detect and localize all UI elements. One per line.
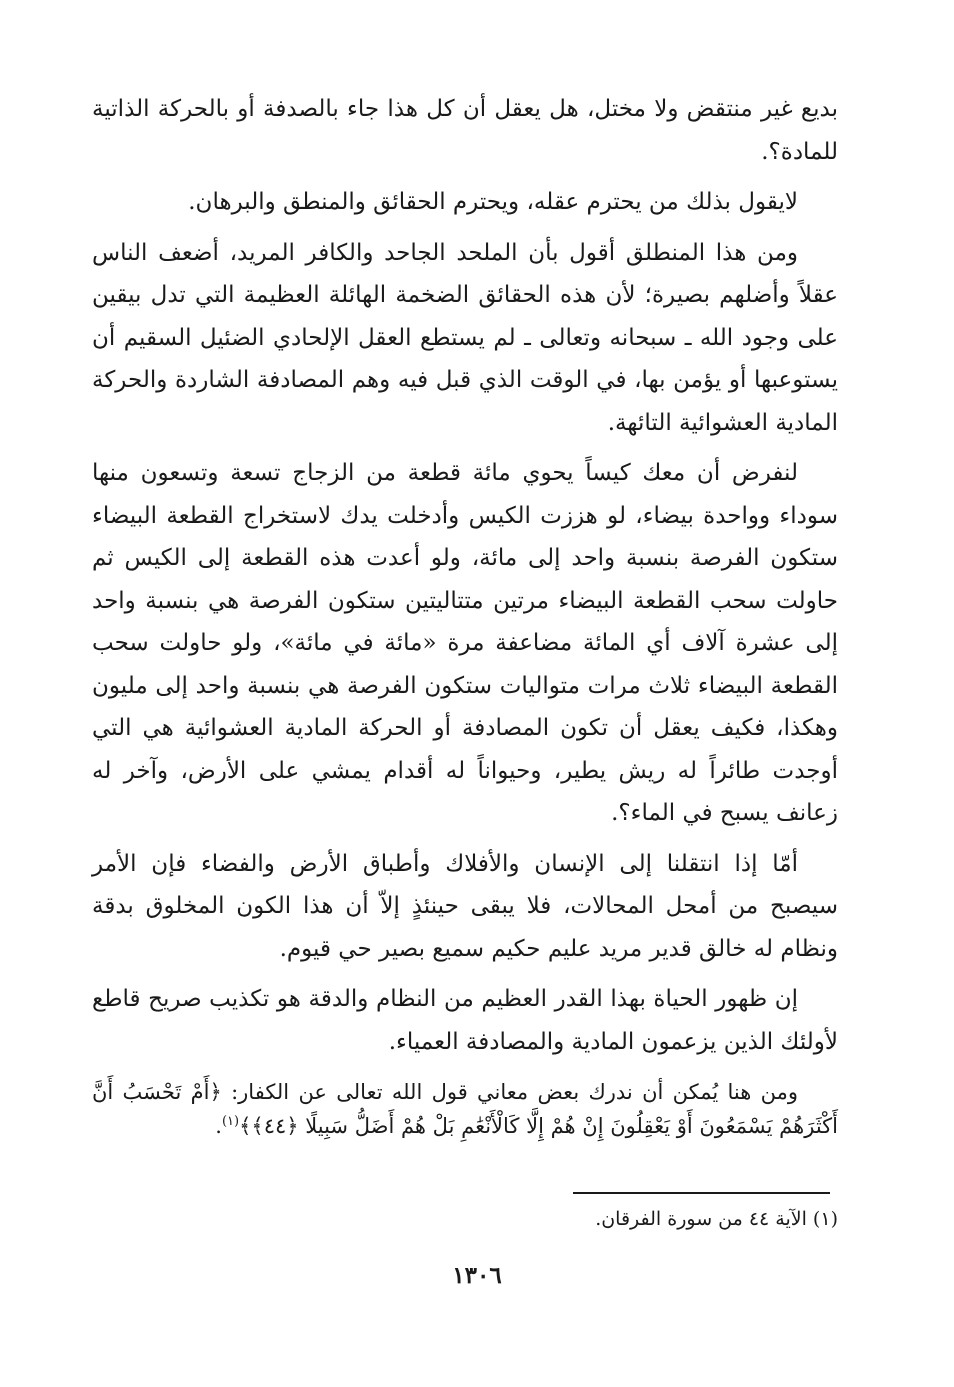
paragraph-2: لايقول بذلك من يحترم عقله، ويحترم الحقائق والمنطق والبرهان. (188, 189, 798, 215)
quran-paragraph: ومن هنا يُمكن أن ندرك بعض معاني قول الله تعالى عن الكفار: ﴿أَمْ تَحْسَبُ أَنَّ أَكْثَرَهُمْ يَسْمَعُونَ أَوْ يَعْقِلُونَ إِنْ هُمْ إِلَّا كَالْأَنْعَٰمِ بَلْ هُمْ أَضَلُّ سَبِيلًا ﴿٤٤﴾﴾$^{(١)}$. (92, 1080, 838, 1138)
quran-intro: ومن هنا يُمكن أن ندرك بعض معاني قول الله تعالى عن الكفار: (231, 1080, 798, 1104)
quran-verse: ﴿أَمْ تَحْسَبُ أَنَّ أَكْثَرَهُمْ يَسْمَعُونَ أَوْ يَعْقِلُونَ إِنْ هُمْ إِلَّا كَالْأَنْعَٰمِ بَلْ هُمْ أَضَلُّ سَبِيلًا ﴿٤٤﴾﴾ (92, 1080, 838, 1138)
paragraph-3: ومن هذا المنطلق أقول بأن الملحد الجاحد والكافر المريد، أضعف الناس عقلاً وأضلهم بصيرة؛ لأن هذه الحقائق الضخمة الهائلة العظيمة التي تدل بيقين على وجود الله ـ سبحانه وتعالى ـ لم يستطع العقل الإلحادي الضئيل السقيم أن يستوعبها أو يؤمن بها، في الوقت الذي قبل فيه وهم المصادفة الشاردة والحركة المادية العشوائية التائهة. (92, 239, 838, 436)
paragraph-4: لنفرض أن معك كيساً يحوي مائة قطعة من الزجاج تسعة وتسعون منها سوداء وواحدة بيضاء، لو هززت الكيس وأدخلت يدك لاستخراج القطعة البيضاء ستكون الفرصة بنسبة واحد إلى مائة، ولو أعدت هذه القطعة إلى الكيس ثم حاولت سحب القطعة البيضاء مرتين متتاليتين ستكون الفرصة هي بنسبة واحد إلى عشرة آلاف أي المائة مضاعفة مرة «مائة في مائة»، ولو حاولت سحب القطعة البيضاء ثلاث مرات متواليات ستكون الفرصة هي بنسبة واحد إلى مليون وهكذا، فكيف يعقل أن تكون المصادفة أو الحركة المادية العشوائية هي التي أوجدت طائراً له ريش يطير، وحيواناً له أقدام يمشي على الأرض، وآخر له زعانف يسبح في الماء؟. (92, 460, 838, 826)
paragraph-1: بديع غير منتقض ولا مختل، هل يعقل أن كل هذا جاء بالصدفة أو بالحركة الذاتية للمادة؟. (92, 96, 838, 165)
page-number: ١٣٠٦ (452, 1262, 502, 1289)
page-body (92, 88, 838, 1143)
paragraph-5: أمّا إذا انتقلنا إلى الإنسان والأفلاك وأطباق الأرض والفضاء فإن الأمر سيصبح من أمحل المحالات، فلا يبقى حينئذٍ إلاّ أن هذا الكون المخلوق بدقة ونظام له خالق قدير مريد عليم حكيم سميع بصير حي قيوم. (92, 850, 838, 962)
footnote-marker: (١) (221, 1114, 240, 1129)
footnote-divider (573, 1192, 830, 1194)
paragraph-6: إن ظهور الحياة بهذا القدر العظيم من النظام والدقة هو تكذيب صريح قاطع لأولئك الذين يزعمون المادية والمصادفة العمياء. (92, 986, 838, 1055)
footnote: (١) الآية ٤٤ من سورة الفرقان. (595, 1208, 838, 1230)
